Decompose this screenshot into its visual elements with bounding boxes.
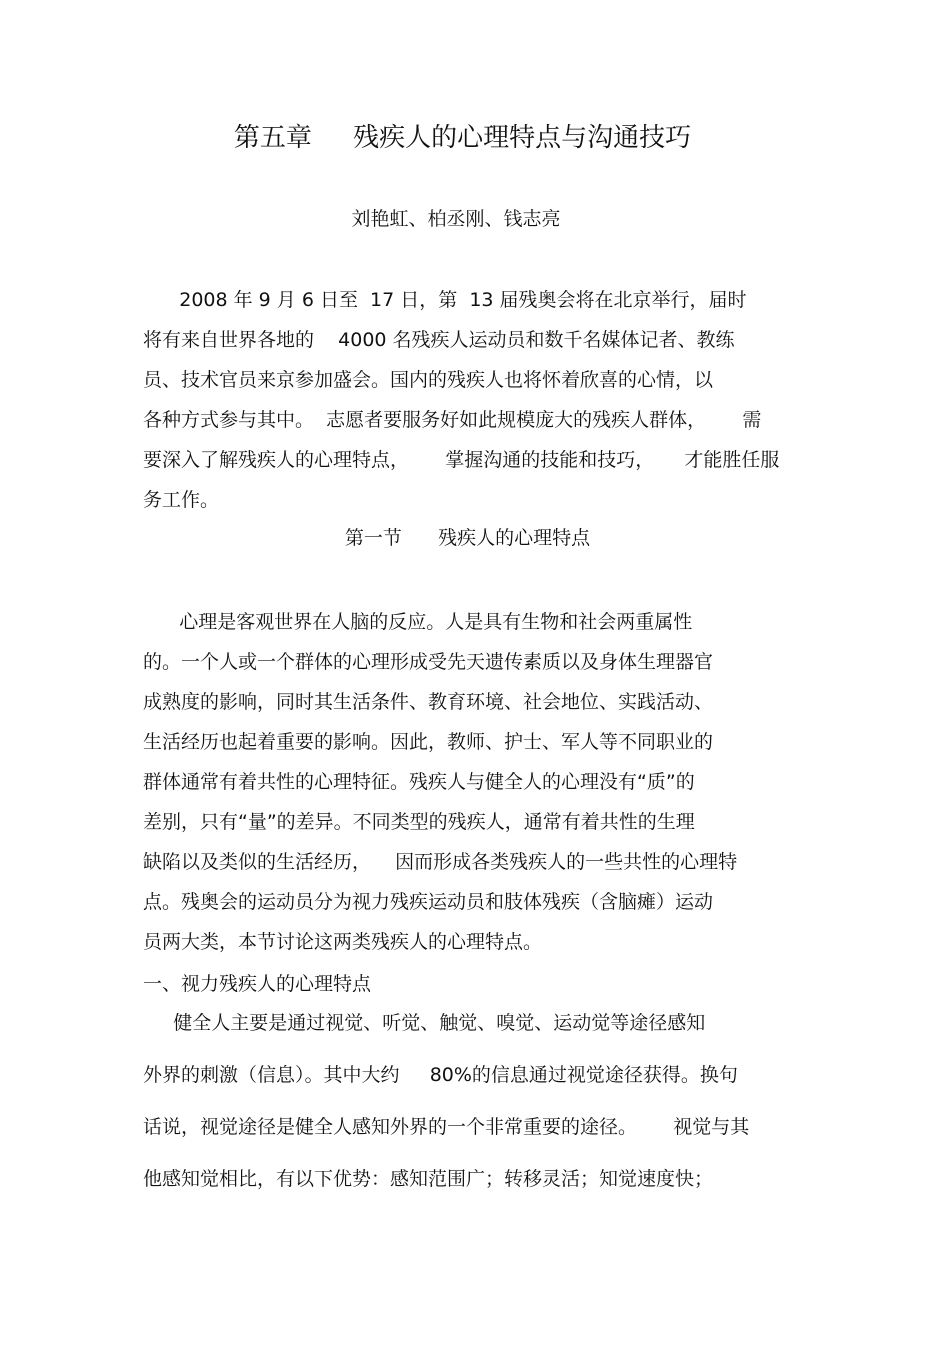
visual-paragraph	[143, 1001, 823, 1209]
paragraph-line: 话说，视觉途径是健全人感知外界的一个非常重要的途径。 视觉与其	[143, 1116, 750, 1138]
paragraph-line: 2008 年 9 月 6 日至 17 日，第 13 届残奥会将在北京举行，届时	[143, 289, 747, 311]
authors-line: 刘艳虹、柏丞刚、钱志亮	[351, 208, 561, 230]
paragraph-line: 健全人主要是通过视觉、听觉、触觉、嗅觉、运动觉等途径感知	[143, 1012, 706, 1034]
paragraph-line: 务工作。	[143, 489, 220, 511]
paragraph-line: 外界的刺激（信息）。其中大约 80%的信息通过视觉途径获得。换句	[143, 1064, 738, 1086]
paragraph-line: 员两大类，本节讨论这两类残疾人的心理特点。	[143, 931, 543, 953]
paragraph-line: 他感知觉相比，有以下优势：感知范围广；转移灵活；知觉速度快；	[143, 1168, 714, 1190]
chapter-title: 第五章 残疾人的心理特点与沟通技巧	[233, 123, 692, 153]
paragraph-line: 将有来自世界各地的 4000 名残疾人运动员和数千名媒体记者、教练	[143, 329, 735, 351]
paragraph-line: 缺陷以及类似的生活经历， 因而形成各类残疾人的一些共性的心理特	[143, 851, 738, 873]
paragraph-line: 的。一个人或一个群体的心理形成受先天遗传素质以及身体生理器官	[143, 651, 714, 673]
paragraph-line: 各种方式参与其中。 志愿者要服务好如此规模庞大的残疾人群体， 需	[143, 409, 762, 431]
paragraph-line: 差别，只有“量”的差异。不同类型的残疾人，通常有着共性的生理	[143, 811, 695, 833]
subsection-heading: 一、视力残疾人的心理特点	[143, 973, 372, 995]
paragraph-line: 员、技术官员来京参加盛会。国内的残疾人也将怀着欣喜的心情，以	[143, 369, 714, 391]
paragraph-line: 生活经历也起着重要的影响。因此，教师、护士、军人等不同职业的	[143, 731, 714, 753]
paragraph-line: 点。残奥会的运动员分为视力残疾运动员和肢体残疾（含脑瘫）运动	[143, 891, 714, 913]
paragraph-line: 群体通常有着共性的心理特征。残疾人与健全人的心理没有“质”的	[143, 771, 695, 793]
section-title: 第一节 残疾人的心理特点	[344, 527, 591, 549]
section-paragraph	[143, 602, 823, 962]
paragraph-line: 成熟度的影响，同时其生活条件、教育环境、社会地位、实践活动、	[143, 691, 714, 713]
paragraph-line: 要深入了解残疾人的心理特点， 掌握沟通的技能和技巧， 才能胜任服	[143, 449, 780, 471]
paragraph-line: 心理是客观世界在人脑的反应。人是具有生物和社会两重属性	[143, 611, 693, 633]
intro-paragraph	[143, 280, 823, 520]
